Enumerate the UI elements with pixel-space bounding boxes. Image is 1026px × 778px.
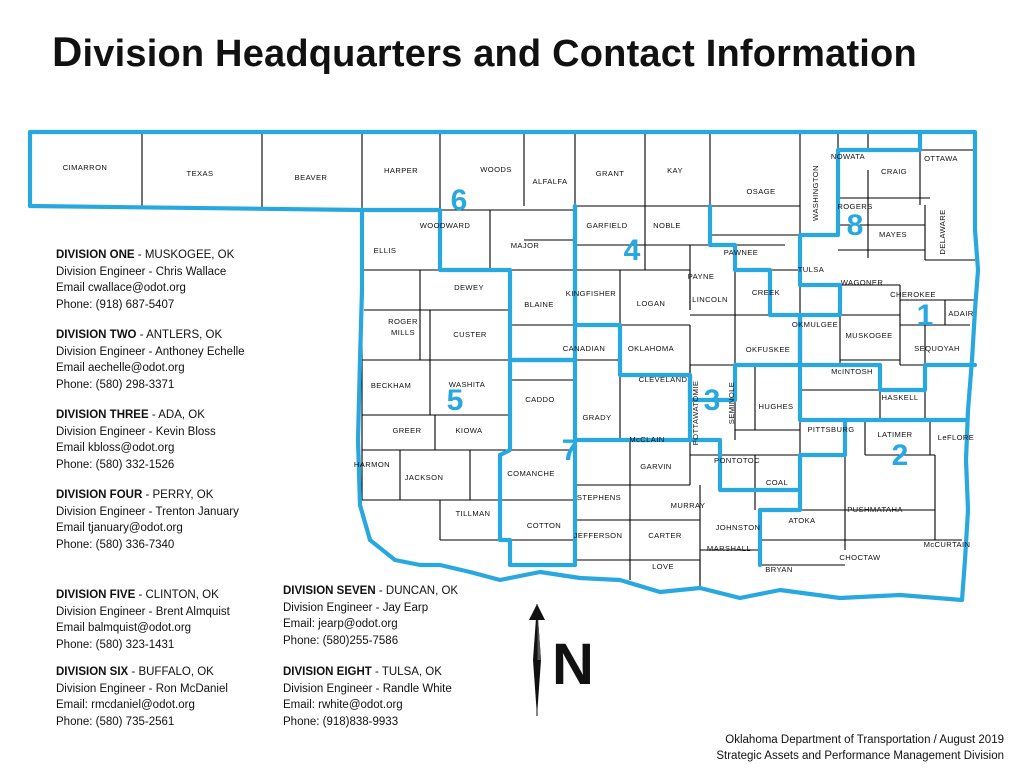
division-seven-email: Email: jearp@odot.org: [283, 618, 398, 630]
division-three-heading: DIVISION THREE: [56, 409, 149, 421]
division-number-7: 7: [561, 434, 579, 467]
county-label: GARVIN: [640, 462, 672, 471]
county-label: PAWNEE: [723, 248, 759, 257]
division-five-email: Email balmquist@odot.org: [56, 622, 192, 634]
county-label: CANADIAN: [562, 344, 606, 353]
county-label: SEMINOLE: [727, 381, 736, 425]
county-label: ATOKA: [788, 516, 816, 525]
county-label: CADDO: [525, 395, 555, 404]
division-number-2: 2: [891, 439, 909, 472]
division-five-contact: [56, 587, 230, 653]
county-label: BRYAN: [765, 565, 793, 574]
footer-credit: [716, 732, 1004, 764]
county-label: GRADY: [582, 413, 612, 422]
county-label: CARTER: [648, 531, 682, 540]
division-six-engineer: Division Engineer - Ron McDaniel: [56, 682, 228, 695]
division-seven-phone: Phone: (580)255-7586: [283, 634, 399, 647]
county-label: MURRAY: [670, 501, 706, 510]
county-label: CREEK: [751, 288, 781, 297]
county-label: GREER: [392, 426, 422, 435]
county-label: GRANT: [595, 169, 625, 178]
division-three-engineer: Division Engineer - Kevin Bloss: [56, 425, 216, 438]
county-label: HARMON: [353, 460, 391, 469]
county-label: KIOWA: [455, 426, 483, 435]
division-seven-heading: DIVISION SEVEN: [283, 585, 376, 597]
county-label: TEXAS: [186, 169, 214, 178]
county-label: WOODS: [480, 165, 512, 174]
county-label: CLEVELAND: [638, 375, 688, 384]
county-label: DELAWARE: [938, 209, 947, 255]
division-one-email: Email cwallace@odot.org: [56, 282, 186, 294]
county-label: HARPER: [383, 166, 419, 175]
county-label: ROGERS: [837, 202, 873, 211]
division-five-heading: DIVISION FIVE: [56, 589, 136, 601]
division-two-phone: Phone: (580) 298-3371: [56, 378, 175, 391]
division-four-city: - PERRY, OK: [142, 489, 214, 501]
division-eight-engineer: Division Engineer - Randle White: [283, 682, 452, 695]
county-label: WASHITA: [448, 380, 486, 389]
county-label: LeFLORE: [937, 433, 975, 442]
county-label: ELLIS: [373, 246, 397, 255]
county-label: TILLMAN: [455, 509, 491, 518]
county-label: CRAIG: [880, 167, 908, 176]
division-five-engineer: Division Engineer - Brent Almquist: [56, 605, 230, 618]
county-label: CHOCTAW: [839, 553, 881, 562]
county-label: HASKELL: [881, 393, 919, 402]
division-one-phone: Phone: (918) 687-5407: [56, 298, 175, 311]
county-label: OKFUSKEE: [745, 345, 791, 354]
division-one-contact: [56, 247, 234, 313]
county-label: PITTSBURG: [807, 425, 855, 434]
county-label: LATIMER: [877, 430, 913, 439]
county-label: BECKHAM: [370, 381, 412, 390]
compass-north-letter: N: [552, 632, 594, 697]
county-label: COMANCHE: [507, 469, 555, 478]
county-label: MARSHALL: [706, 544, 752, 553]
footer-line-1: Oklahoma Department of Transportation / August 2019: [725, 734, 1004, 746]
division-number-5: 5: [446, 384, 464, 417]
county-label: OSAGE: [746, 187, 776, 196]
county-label: MAYES: [878, 230, 908, 239]
division-two-heading: DIVISION TWO: [56, 329, 137, 341]
division-four-engineer: Division Engineer - Trenton January: [56, 505, 239, 518]
division-two-engineer: Division Engineer - Anthoney Echelle: [56, 345, 245, 358]
county-label: NOBLE: [653, 221, 681, 230]
division-one-engineer: Division Engineer - Chris Wallace: [56, 265, 227, 278]
division-number-6: 6: [450, 184, 468, 217]
division-three-email: Email kbloss@odot.org: [56, 442, 175, 454]
county-label: HUGHES: [758, 402, 794, 411]
division-three-contact: [56, 407, 216, 473]
county-label: ALFALFA: [532, 177, 568, 186]
county-label: KAY: [667, 166, 683, 175]
county-label: CIMARRON: [62, 163, 108, 172]
division-eight-email: Email: rwhite@odot.org: [283, 699, 403, 711]
division-one-heading: DIVISION ONE: [56, 249, 135, 261]
division-six-contact: [56, 664, 228, 730]
county-label: STEPHENS: [576, 493, 622, 502]
county-label: OKLAHOMA: [627, 344, 675, 353]
county-label: COTTON: [526, 521, 562, 530]
division-four-contact: [56, 487, 239, 553]
county-label: MAJOR: [510, 241, 540, 250]
division-number-3: 3: [703, 384, 721, 417]
division-one-city: - MUSKOGEE, OK: [134, 249, 235, 261]
division-number-4: 4: [623, 234, 641, 267]
county-label: BEAVER: [294, 173, 328, 182]
county-label: JACKSON: [404, 473, 444, 482]
division-seven-city: - DUNCAN, OK: [375, 585, 459, 597]
county-label: OKMULGEE: [791, 320, 839, 329]
division-eight-contact: [283, 664, 452, 730]
county-label: BLAINE: [524, 300, 554, 309]
compass-needle: [529, 604, 545, 716]
division-eight-heading: DIVISION EIGHT: [283, 666, 372, 678]
county-label: JEFFERSON: [573, 531, 623, 540]
division-number-1: 1: [916, 299, 934, 332]
county-label: MUSKOGEE: [845, 331, 893, 340]
division-three-phone: Phone: (580) 332-1526: [56, 458, 175, 471]
division-six-heading: DIVISION SIX: [56, 666, 129, 678]
county-label: LOVE: [652, 562, 674, 571]
county-label: TULSA: [797, 265, 825, 274]
county-label: KINGFISHER: [565, 289, 617, 298]
division-four-heading: DIVISION FOUR: [56, 489, 143, 501]
county-label: POTTAWATOMIE: [691, 380, 700, 446]
division-six-email: Email: rmcdaniel@odot.org: [56, 699, 195, 711]
division-five-city: - CLINTON, OK: [135, 589, 219, 601]
county-label: WOODWARD: [419, 221, 471, 230]
division-four-email: Email tjanuary@odot.org: [56, 522, 183, 534]
county-label: LINCOLN: [692, 295, 728, 304]
division-number-8: 8: [846, 209, 864, 242]
county-label: PONTOTOC: [714, 456, 760, 465]
division-seven-contact: [283, 583, 458, 649]
county-label: McCURTAIN: [923, 540, 971, 549]
division-two-city: - ANTLERS, OK: [136, 329, 223, 341]
county-label: SEQUOYAH: [914, 344, 960, 353]
division-seven-engineer: Division Engineer - Jay Earp: [283, 601, 429, 614]
division-five-phone: Phone: (580) 323-1431: [56, 638, 175, 651]
division-six-phone: Phone: (580) 735-2561: [56, 715, 175, 728]
county-label: ADAIR: [948, 309, 974, 318]
county-label: ROGER: [388, 317, 418, 326]
county-label: WASHINGTON: [811, 165, 820, 221]
county-label: DEWEY: [454, 283, 484, 292]
division-three-city: - ADA, OK: [148, 409, 205, 421]
division-eight-city: - TULSA, OK: [371, 666, 442, 678]
division-six-city: - BUFFALO, OK: [128, 666, 214, 678]
division-two-contact: [56, 327, 245, 393]
county-label: LOGAN: [636, 299, 666, 308]
county-label: JOHNSTON: [715, 523, 761, 532]
division-eight-phone: Phone: (918)838-9933: [283, 715, 399, 728]
county-label: McCLAIN: [629, 435, 665, 444]
county-label: CUSTER: [453, 330, 487, 339]
county-label: MILLS: [391, 328, 415, 337]
county-label: WAGONER: [840, 278, 884, 287]
footer-line-2: Strategic Assets and Performance Management Division: [716, 750, 1004, 762]
division-1-boundary: [800, 365, 975, 390]
county-label: OTTAWA: [924, 154, 958, 163]
county-label: GARFIELD: [586, 221, 628, 230]
division-two-email: Email aechelle@odot.org: [56, 362, 185, 374]
compass-rose: [515, 598, 605, 728]
county-label: NOWATA: [830, 152, 866, 161]
county-label: CHEROKEE: [890, 290, 936, 299]
county-label: PAYNE: [687, 272, 715, 281]
county-label: COAL: [765, 478, 789, 487]
page-title: Division Headquarters and Contact Information: [52, 28, 917, 75]
division-four-phone: Phone: (580) 336-7340: [56, 538, 175, 551]
county-label: McINTOSH: [831, 367, 873, 376]
county-label: PUSHMATAHA: [847, 505, 903, 514]
